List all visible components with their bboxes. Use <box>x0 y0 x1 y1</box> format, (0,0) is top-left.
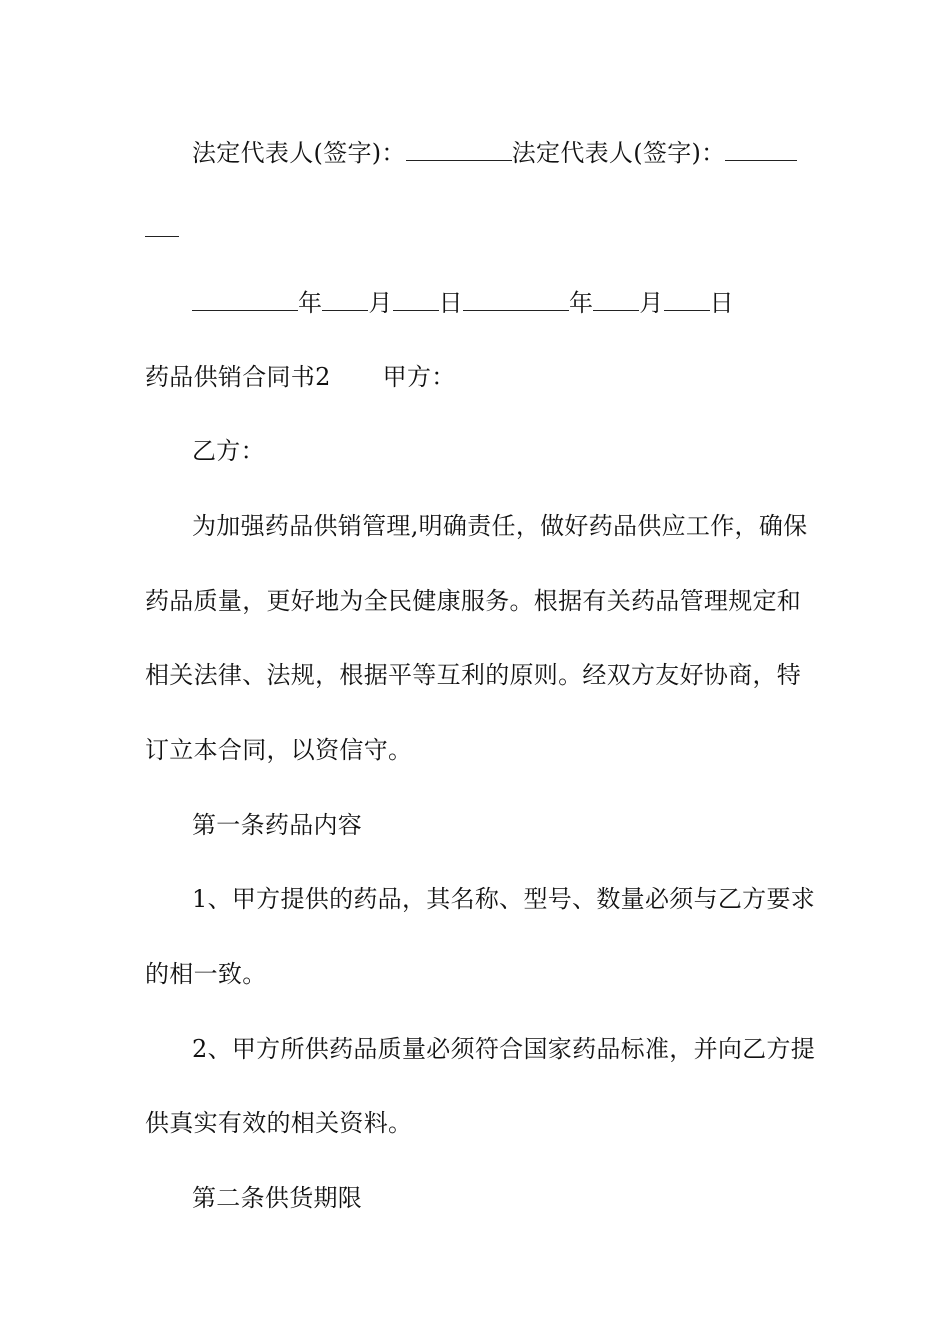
intro-line-4: 订立本合同，以资信守。 <box>145 736 413 764</box>
month-blank-a <box>322 288 368 311</box>
party-a-label: 甲方： <box>382 363 456 391</box>
rep-label-b: 法定代表人(签字)： <box>511 139 726 167</box>
article-1-item-1-line-2: 的相一致。 <box>145 960 267 988</box>
article-2-title: 第二条供货期限 <box>192 1184 363 1212</box>
year-label-a: 年 <box>298 289 323 317</box>
year-blank-b <box>463 288 569 311</box>
month-label-b: 月 <box>639 289 664 317</box>
signature-blank-b-continued <box>145 214 179 237</box>
contract-title-line <box>145 362 810 392</box>
article-1-title: 第一条药品内容 <box>192 811 363 839</box>
rep-label-a: 法定代表人(签字)： <box>192 139 406 167</box>
month-label-a: 月 <box>368 289 393 317</box>
article-1-item-2-line-1: 2、甲方所供药品质量必须符合国家药品标准，并向乙方提 <box>192 1035 816 1063</box>
party-b-line <box>145 436 810 466</box>
intro-line-3: 相关法律、法规，根据平等互利的原则。经双方友好协商，特 <box>145 661 802 689</box>
year-label-b: 年 <box>568 289 594 317</box>
signature-blank-b <box>725 138 797 161</box>
contract-title: 药品供销合同书2 <box>145 363 331 391</box>
article-1-item-2-line-2: 供真实有效的相关资料。 <box>145 1109 413 1137</box>
article-1-item-1-line-1: 1、甲方提供的药品，其名称、型号、数量必须与乙方要求 <box>192 885 816 913</box>
day-label-a: 日 <box>438 289 463 317</box>
intro-line-2: 药品质量，更好地为全民健康服务。根据有关药品管理规定和 <box>145 587 802 615</box>
party-b-label: 乙方： <box>192 437 265 465</box>
signature-blank-a <box>406 138 512 161</box>
day-blank-a <box>393 288 439 311</box>
day-blank-b <box>664 288 710 311</box>
signature-line-wrap <box>145 214 810 244</box>
day-label-b: 日 <box>709 289 734 317</box>
intro-line-1: 为加强药品供销管理,明确责任，做好药品供应工作，确保 <box>192 512 808 540</box>
year-blank-a <box>192 288 298 311</box>
signature-line <box>145 138 810 168</box>
month-blank-b <box>593 288 639 311</box>
date-line <box>145 288 810 318</box>
